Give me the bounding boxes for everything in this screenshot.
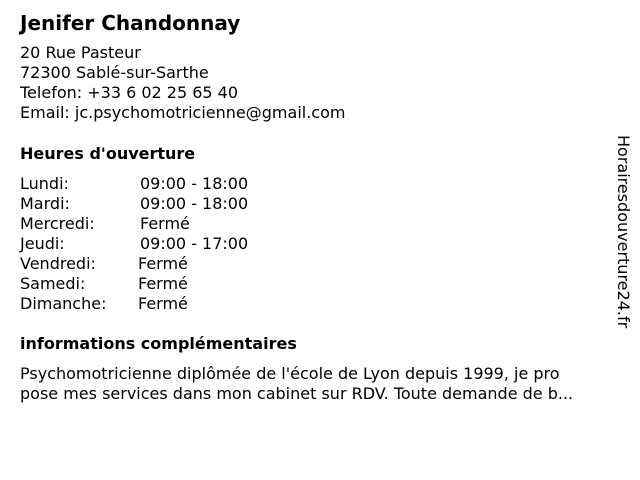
info-line: pose mes services dans mon cabinet sur RDV. Toute demande de b...: [20, 384, 574, 403]
day-label: Dimanche:: [20, 294, 107, 313]
phone-number: Telefon: +33 6 02 25 65 40: [20, 83, 239, 102]
day-label: Samedi:: [20, 274, 86, 293]
day-label: Mercredi:: [20, 214, 95, 233]
hours-value: Fermé: [138, 254, 188, 273]
hours-value: 09:00 - 17:00: [140, 234, 249, 253]
hours-value: Fermé: [140, 214, 190, 233]
site-watermark: Horairesdouverture24.fr: [614, 135, 633, 329]
day-label: Jeudi:: [20, 234, 65, 253]
day-label: Vendredi:: [20, 254, 96, 273]
street-address: 20 Rue Pasteur: [20, 43, 141, 62]
hours-heading: Heures d'ouverture: [20, 144, 196, 163]
email-address: Email: jc.psychomotricienne@gmail.com: [20, 103, 346, 122]
day-label: Mardi:: [20, 194, 70, 213]
hours-value: 09:00 - 18:00: [140, 194, 249, 213]
info-description: [20, 364, 620, 404]
hours-value: Fermé: [138, 294, 188, 313]
hours-value: 09:00 - 18:00: [140, 174, 249, 193]
contact-block: [20, 43, 345, 123]
info-line: Psychomotricienne diplômée de l'école de Lyon depuis 1999, je pro: [20, 364, 560, 383]
city-address: 72300 Sablé-sur-Sarthe: [20, 63, 209, 82]
hours-value: Fermé: [138, 274, 188, 293]
business-name: Jenifer Chandonnay: [20, 11, 241, 35]
info-heading: informations complémentaires: [20, 334, 297, 353]
day-label: Lundi:: [20, 174, 69, 193]
